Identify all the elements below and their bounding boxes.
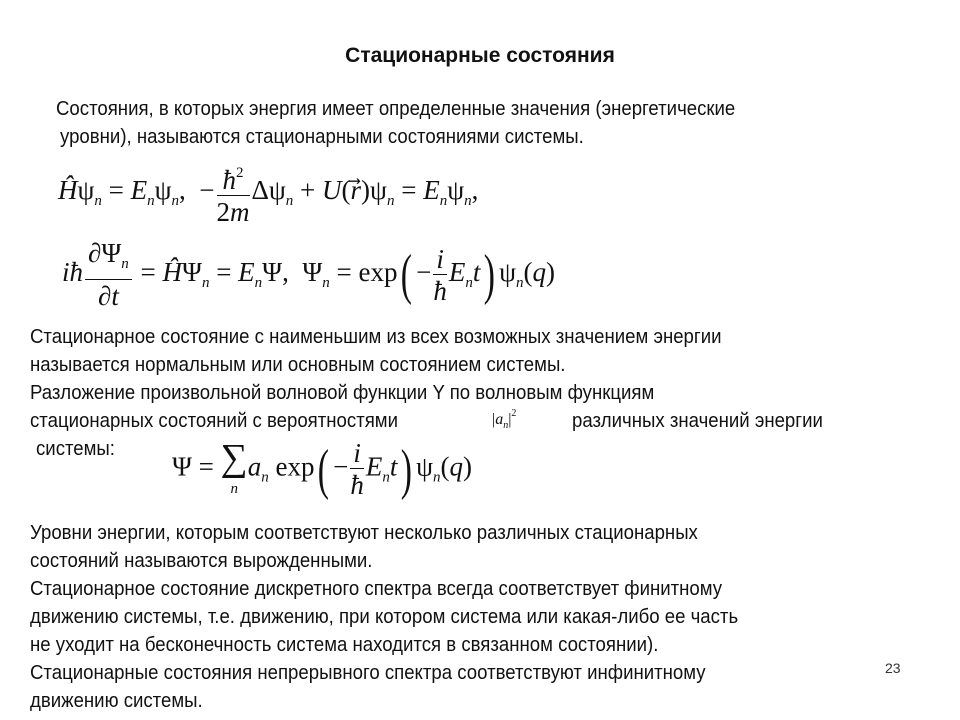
- block2-line-5: различных значений энергии: [572, 410, 823, 432]
- block2-line-2: называется нормальным или основным состоянием системы.: [30, 354, 566, 376]
- block3-line-1: Уровни энергии, которым соответствуют несколько различных стационарных: [30, 522, 698, 544]
- equation-time-dependent: iħ $\frac{\partial\Psi_n}{\partial t}$ = $Ĥ\Psi_n = E_n\Psi$, $\Psi_n = \exp$( − $\frac{i}{ħ}$ $E_nt$) $\psi_n(q)$: [62, 238, 555, 311]
- block2-line-1: Стационарное состояние с наименьшим из всех возможных значением энергии: [30, 326, 722, 348]
- block3-line-2: состояний называются вырожденными.: [30, 550, 373, 572]
- equation-schrodinger-stationary: $Ĥ\psi_n = E_n\psi_n$, − $\frac{ħ^2}{2m}$ $\Delta\psi_n$ + $U(r⃗)\psi_n = E_n\psi_n$,: [58, 158, 478, 228]
- block2-line-3: Разложение произвольной волновой функции Y по волновым функциям: [30, 382, 655, 404]
- intro-line-1: Состояния, в которых энергия имеет определенные значения (энергетические: [56, 98, 736, 120]
- block3-line-6: Стационарные состояния непрерывного спектра соответствуют инфинитному: [30, 662, 706, 684]
- block3-line-3: Стационарное состояние дискретного спектра всегда соответствует финитному: [30, 578, 723, 600]
- probability-coefficient: $|a_n|^2$: [492, 408, 517, 431]
- block3-line-5: не уходит на бесконечность система находится в связанном состоянии).: [30, 634, 659, 656]
- block2-line-6: системы:: [36, 438, 115, 460]
- block3-line-4: движению системы, т.е. движению, при котором система или какая-либо ее часть: [30, 606, 739, 628]
- equation-expansion: Ψ = ∑ n $a_n$ exp( − $\frac{i}{ħ}$ $E_nt$) $\psi_n(q)$: [172, 436, 472, 501]
- page-number: 23: [885, 660, 901, 676]
- intro-line-2: уровни), называются стационарными состояниями системы.: [60, 126, 584, 148]
- block3-line-7: движению системы.: [30, 690, 203, 712]
- slide-title: Стационарные состояния: [345, 44, 615, 67]
- block2-line-4: стационарных состояний с вероятностями: [30, 410, 398, 432]
